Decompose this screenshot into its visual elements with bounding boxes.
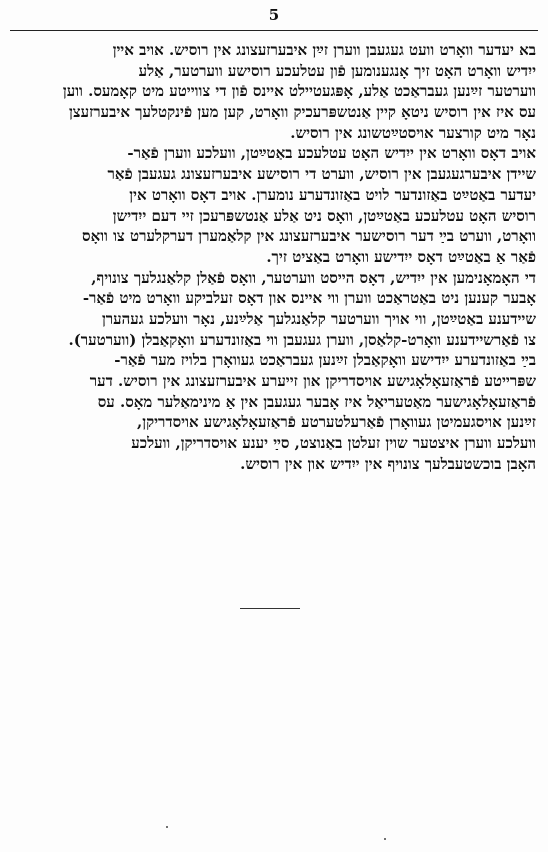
print-speck [384,838,386,840]
text-line: שיידן איבערגעגעבן אין רוסיש, ווערט די רוסישע איבערזעצונג געגעבן פֿאַר [107,165,536,184]
text-line: זײַנען אויסגעמיטן געוואָרן פֿאַרעלטערטע פֿראַזעאָלאָגישע אויסדריקן, [137,413,536,432]
text-line: וועלכע ווערן איצטער שוין זעלטן באַנוצט, סײַ יענע אויסדריקן, וועלכע [131,434,536,453]
text-line: יעדער באַטײַט באַזונדער לויט באַזונדערע נומערן. אויב דאָס וואָרט אין [129,185,536,204]
text-line: בא יעדער וואָרט וועט געגעבן ווערן זײַן איבערזעצונג אין רוסיש. אויב אײן [112,41,536,59]
text-line: עס איז אין רוסיש ניטאָ קיין אַנטשפּרעכיק וואָרט, קען מען פֿינקטלעך איבערזעצן [68,103,536,122]
text-line: ייִדיש וואָרט האָט זיך אָנגענומען פֿון עטלעכע רוסישע ווערטער, אַלע [138,61,536,80]
text-line: אָבער קענען ניט באַטראַכט ווערן ווי איינס און דאָס זעלביקע וואָרט מיט פֿאַר- [82,289,536,308]
text-line: רוסיש האָט עטלעכע באַטײַטן, וואָס ניט אַלע אַנטשפּרעכן זיי דעם ייִדישן [112,206,536,225]
body-text [12,40,536,474]
print-speck [166,826,168,828]
text-line: האָבן בוכשטעבלעך צונויף אין ייִדיש און אין רוסיש. [240,454,536,473]
text-line: שיידענע באַטײַטן, ווי אויך ווערטער קלאַנגלעך אַלײַנע, נאָר וועלכע געהערן [101,309,536,328]
page-number: 5 [268,6,280,24]
text-line: צו פֿאַרשיידענע וואָרט-קלאַסן, ווערן געגעבן ווי באַזונדערע וואָקאַבלן (ווערטער). [68,330,536,349]
text-line: שפּרייטע פֿראַזעאָלאָגישע אויסדריקן און זייערע איבערזעצונג אין רוסיש. דער [89,372,536,390]
text-line: בײַ באַזונדערע ייִדישע וואָקאַבלן זײַנען געבראַכט געוואָרן בלויז מער פֿאַר- [114,351,536,370]
text-line: וואָרט, ווערט בײַ דער רוסישער איבערזעצונג אין קלאַמערן דערקלערט צו וואָס [82,227,536,246]
text-line: אויב דאָס וואָרט אין ייִדיש האָט עטלעכע באַטײַטן, וועלכע ווערן פֿאַר- [127,144,536,163]
text-line: ווערטער זײַנען געבראַכט אַלע, אָפּגעטיילט איינס פֿון די צווייטע מיט קאָמעס. ווען [62,82,536,101]
text-line: פֿראַזעאָלאָגישער מאַטעריאַל איז אָבער געגעבן אין אַ מינימאַלער מאָס. עס [97,392,536,411]
text-line: די האָמאָנימען אין ייִדיש, דאָס הייסט ווערטער, וואָס פֿאַלן קלאַנגלעך צונויף, [91,268,536,287]
section-separator [240,608,300,609]
header-rule [10,30,538,31]
text-line: נאָר מיט קורצער אויסטײַטשונג אין רוסיש. [290,123,536,142]
text-line: פֿאַר אַ באַטײַט דאָס ייִדישע וואָרט באַציט זיך. [266,247,536,266]
